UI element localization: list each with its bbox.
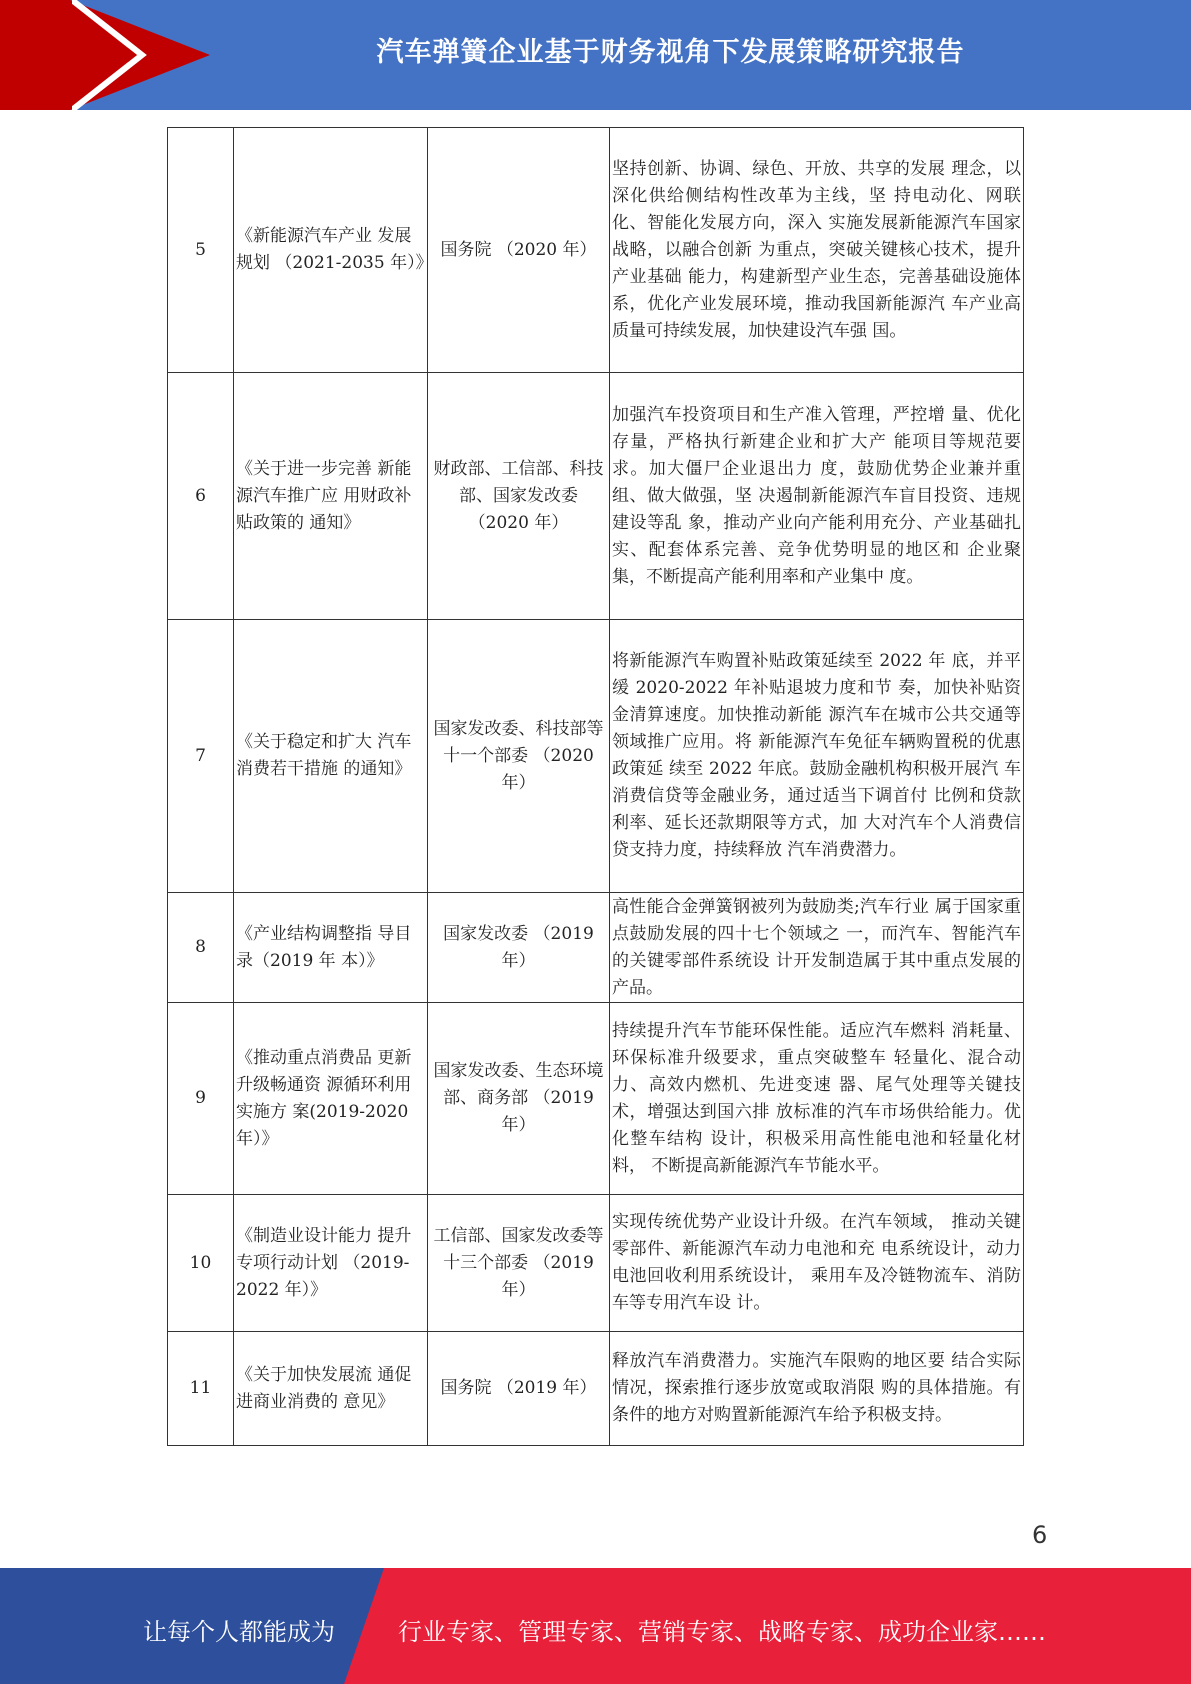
issuing-department: 国家发改委、科技部等十一个部委 （2020 年）	[428, 620, 610, 893]
issuing-department: 国务院 （2020 年）	[428, 128, 610, 373]
policy-name: 《推动重点消费品 更新升级畅通资 源循环利用实施方 案(2019-2020 年）》	[234, 1003, 428, 1195]
table-row	[168, 1332, 1024, 1446]
policy-name: 《制造业设计能力 提升专项行动计划 （2019-2022 年）》	[234, 1195, 428, 1332]
issuing-department: 财政部、工信部、科技部、国家发改委 （2020 年）	[428, 373, 610, 620]
policy-content: 高性能合金弹簧钢被列为鼓励类;汽车行业 属于国家重点鼓励发展的四十七个领域之 一，而汽车、智能汽车的关键零部件系统设 计开发制造属于其中重点发展的产品。	[610, 893, 1024, 1003]
table-row	[168, 128, 1024, 373]
footer-slogan-right: 行业专家、管理专家、营销专家、战略专家、成功企业家……	[398, 1618, 1046, 1646]
header-red-block	[0, 0, 70, 110]
row-number: 11	[168, 1332, 234, 1446]
table-row	[168, 1195, 1024, 1332]
issuing-department: 工信部、国家发改委等十三个部委 （2019 年）	[428, 1195, 610, 1332]
document-title: 汽车弹簧企业基于财务视角下发展策略研究报告	[376, 37, 965, 68]
policy-content: 将新能源汽车购置补贴政策延续至 2022 年 底，并平缓 2020-2022 年补贴退坡力度和节 奏，加快补贴资金清算速度。加快推动新能 源汽车在城市公共交通等领域推广应用。将 新能源汽车免征车辆购置税的优惠政策延 续至 2022 年底。鼓励金融机构积极开展汽 车消费信贷等金融业务，通过适当下调首付 比例和贷款利率、延长还款期限等方式，加 大对汽车个人消费信贷支持力度，持续释放 汽车消费潜力。	[610, 620, 1024, 893]
page-footer	[0, 1568, 1191, 1684]
policy-name: 《关于加快发展流 通促进商业消费的 意见》	[234, 1332, 428, 1446]
policy-content: 释放汽车消费潜力。实施汽车限购的地区要 结合实际情况，探索推行逐步放宽或取消限 购的具体措施。有条件的地方对购置新能源汽车给予积极支持。	[610, 1332, 1024, 1446]
issuing-department: 国务院 （2019 年）	[428, 1332, 610, 1446]
header-chevron-icon	[72, 0, 152, 110]
policy-content: 持续提升汽车节能环保性能。适应汽车燃料 消耗量、环保标准升级要求，重点突破整车 轻量化、混合动力、高效内燃机、先进变速 器、尾气处理等关键技术，增强达到国六排 放标准的汽车市场供给能力。优化整车结构 设计，积极采用高性能电池和轻量化材料， 不断提高新能源汽车节能水平。	[610, 1003, 1024, 1195]
row-number: 6	[168, 373, 234, 620]
issuing-department: 国家发改委、生态环境部、商务部 （2019 年）	[428, 1003, 610, 1195]
policy-table	[167, 127, 1024, 1446]
policy-content: 坚持创新、协调、绿色、开放、共享的发展 理念，以深化供给侧结构性改革为主线，坚 持电动化、网联化、智能化发展方向，深入 实施发展新能源汽车国家战略，以融合创新 为重点，突破关键核心技术，提升产业基础 能力，构建新型产业生态，完善基础设施体 系，优化产业发展环境，推动我国新能源汽 车产业高质量可持续发展，加快建设汽车强 国。	[610, 128, 1024, 373]
page-header	[0, 0, 1191, 110]
table-row	[168, 1003, 1024, 1195]
table-row	[168, 893, 1024, 1003]
table-row	[168, 620, 1024, 893]
policy-name: 《关于稳定和扩大 汽车消费若干措施 的通知》	[234, 620, 428, 893]
issuing-department: 国家发改委 （2019 年）	[428, 893, 610, 1003]
policy-name: 《关于进一步完善 新能源汽车推广应 用财政补贴政策的 通知》	[234, 373, 428, 620]
footer-slogan-left: 让每个人都能成为	[143, 1618, 335, 1646]
page-number: 6	[1032, 1521, 1048, 1549]
row-number: 7	[168, 620, 234, 893]
policy-content: 实现传统优势产业设计升级。在汽车领域， 推动关键零部件、新能源汽车动力电池和充 电系统设计，动力电池回收利用系统设计， 乘用车及冷链物流车、消防车等专用汽车设 计。	[610, 1195, 1024, 1332]
row-number: 9	[168, 1003, 234, 1195]
row-number: 8	[168, 893, 234, 1003]
policy-name: 《产业结构调整指 导目录（2019 年 本）》	[234, 893, 428, 1003]
policy-content: 加强汽车投资项目和生产准入管理，严控增 量、优化存量，严格执行新建企业和扩大产 能项目等规范要求。加大僵尸企业退出力 度，鼓励优势企业兼并重组、做大做强，坚 决遏制新能源汽车盲目投资、违规建设等乱 象，推动产业向产能利用充分、产业基础扎 实、配套体系完善、竞争优势明显的地区和 企业聚集，不断提高产能利用率和产业集中 度。	[610, 373, 1024, 620]
row-number: 10	[168, 1195, 234, 1332]
table-row	[168, 373, 1024, 620]
policy-name: 《新能源汽车产业 发展规划 （2021-2035 年）》	[234, 128, 428, 373]
row-number: 5	[168, 128, 234, 373]
